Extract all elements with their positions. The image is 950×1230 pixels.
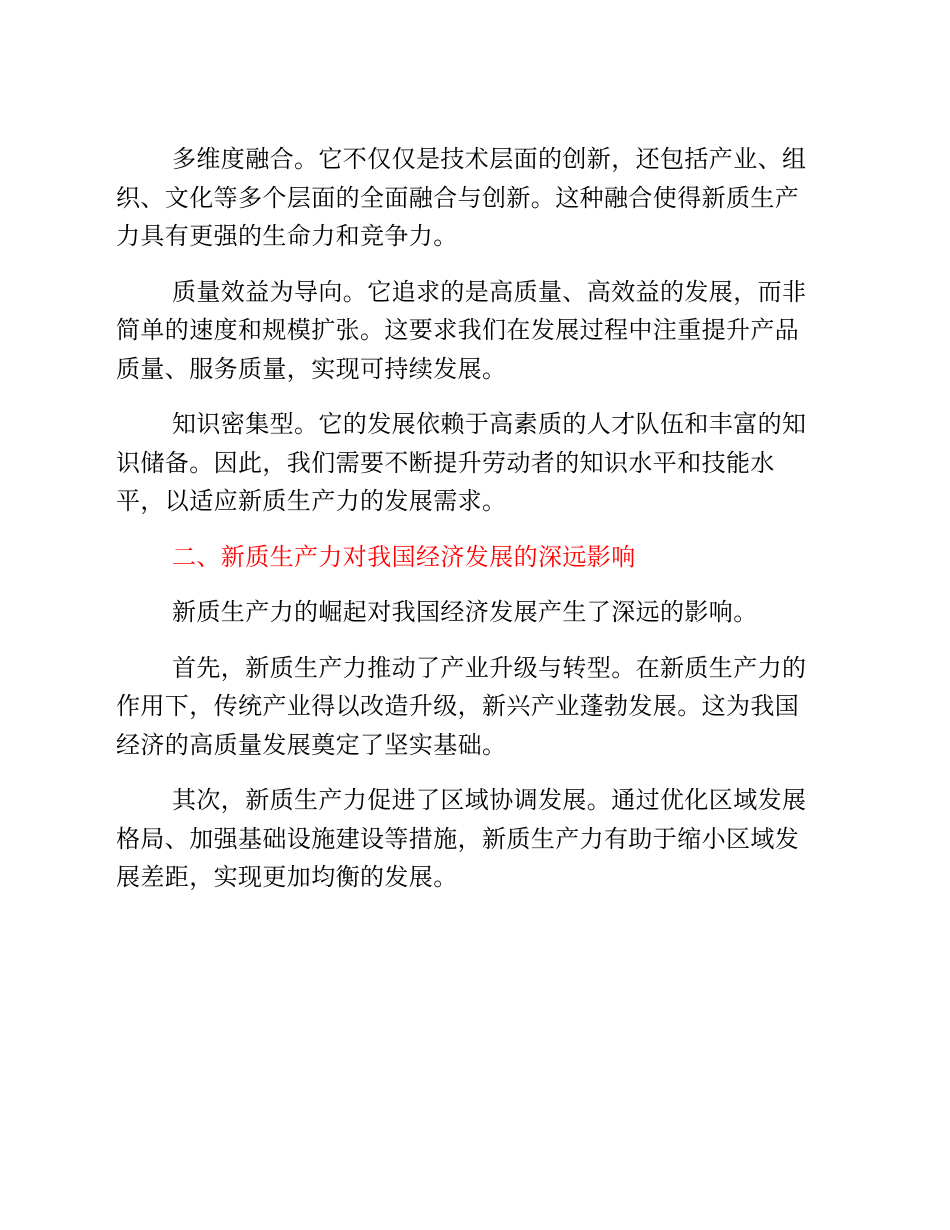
text-line: 识储备。因此，我们需要不断提升劳动者的知识水平和技能水 [116, 448, 775, 477]
text-line: 作用下，传统产业得以改造升级，新兴产业蓬勃发展。这为我国 [116, 692, 800, 720]
text-line: 其次，新质生产力促进了区域协调发展。通过优化区域发展 [172, 786, 807, 814]
paragraph-intro-impact [116, 593, 840, 632]
text-line: 质量效益为导向。它追求的是高质量、高效益的发展，而非 [172, 277, 807, 306]
paragraph-multidimensional-fusion [116, 140, 840, 256]
text-line: 简单的速度和规模扩张。这要求我们在发展过程中注重提升产品 [116, 316, 800, 344]
text-line: 多维度融合。它不仅仅是技术层面的创新，还包括产业、组 [172, 145, 807, 173]
text-line: 质量、服务质量，实现可持续发展。 [116, 354, 507, 383]
section-heading-text: 二、新质生产力对我国经济发展的深远影响 [172, 542, 636, 571]
text-line: 展差距，实现更加均衡的发展。 [116, 863, 458, 891]
text-line: 格局、加强基础设施建设等措施，新质生产力有助于缩小区域发 [116, 824, 800, 853]
document-body [116, 140, 840, 914]
text-line: 平，以适应新质生产力的发展需求。 [116, 487, 507, 515]
text-line: 织、文化等多个层面的全面融合与创新。这种融合使得新质生产 [116, 183, 800, 212]
paragraph-quality-efficiency [116, 273, 840, 389]
text-line: 经济的高质量发展奠定了坚实基础。 [116, 730, 507, 759]
text-line: 首先，新质生产力推动了产业升级与转型。在新质生产力的 [172, 653, 807, 682]
text-line: 知识密集型。它的发展依赖于高素质的人才队伍和丰富的知 [172, 410, 807, 438]
paragraph-regional-coordination [116, 781, 840, 897]
section-heading [116, 538, 840, 577]
paragraph-knowledge-intensive [116, 405, 840, 521]
paragraph-industrial-upgrade [116, 649, 840, 765]
text-line: 力具有更强的生命力和竞争力。 [116, 222, 458, 250]
text-line: 新质生产力的崛起对我国经济发展产生了深远的影响。 [172, 598, 758, 626]
